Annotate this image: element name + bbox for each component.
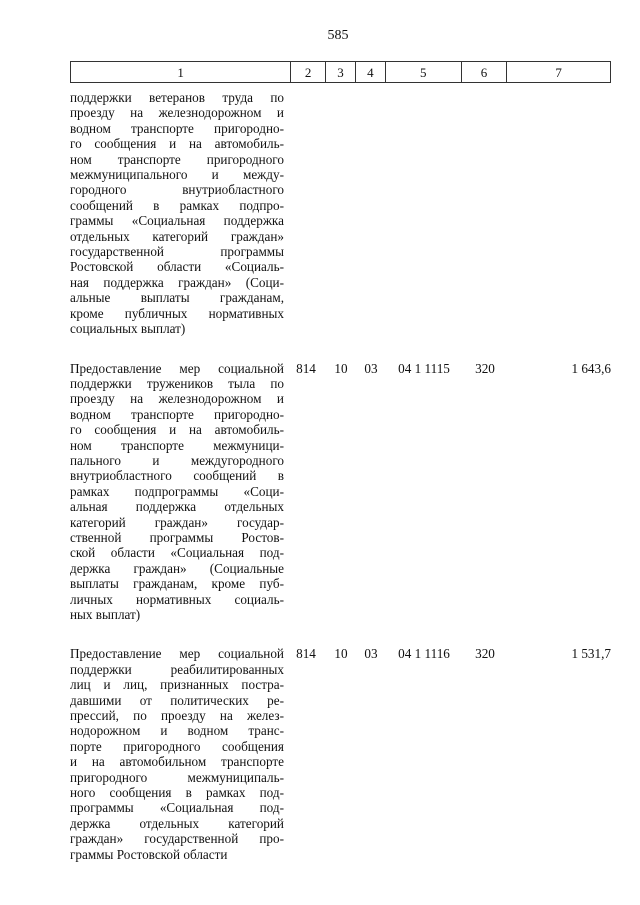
header-col-4: 4 — [355, 62, 385, 82]
description-line: пального и междугородного — [70, 452, 284, 468]
page-number: 585 — [327, 28, 349, 43]
description-line: поддержки ветеранов труда по — [70, 90, 284, 105]
cell-expense-type: 320 — [475, 360, 495, 376]
table-row — [70, 90, 611, 337]
table-row — [70, 646, 611, 862]
description-line: альные выплаты гражданам, — [70, 290, 284, 306]
row-description — [70, 361, 286, 623]
table-row — [70, 361, 611, 623]
cell-expense-type: 320 — [475, 646, 495, 662]
description-line: ного сообщения в рамках под- — [70, 785, 284, 801]
row-description — [70, 90, 286, 337]
description-line: го сообщения и на автомобиль- — [70, 136, 284, 152]
cell-target-article: 04 1 1115 — [398, 360, 450, 376]
cell-target-article: 04 1 1116 — [398, 646, 450, 662]
description-line: программы «Социальная под- — [70, 800, 284, 816]
description-line: лиц и лиц, признанных постра- — [70, 677, 284, 693]
description-line: го сообщения и на автомобиль- — [70, 422, 284, 438]
description-line: граммы Ростовской области — [70, 846, 228, 862]
description-line: поддержки тружеников тыла по — [70, 375, 284, 391]
description-line: альная поддержка отдельных — [70, 499, 284, 515]
description-line: порте пригородного сообщения — [70, 738, 284, 754]
row-description — [70, 646, 286, 862]
description-line: ных выплат) — [70, 607, 141, 622]
description-line: поддержки реабилитированных — [70, 661, 284, 677]
description-line: рамках подпрограммы «Соци- — [70, 483, 284, 499]
header-col-5: 5 — [385, 62, 461, 82]
description-line: и на автомобильном транспорте — [70, 754, 284, 770]
cell-amount: 1 531,7 — [571, 646, 611, 662]
description-line: внутриобластного сообщений в — [70, 468, 284, 484]
description-line: социальных выплат) — [70, 321, 186, 337]
budget-table — [70, 61, 611, 862]
header-col-1: 1 — [177, 65, 184, 80]
description-line: водном транспорте пригородно- — [70, 406, 284, 422]
description-line: ном транспорте пригородного — [70, 151, 284, 167]
cell-subsection: 03 — [364, 360, 378, 376]
description-line: Предоставление мер социальной — [70, 646, 284, 662]
cell-section: 10 — [334, 360, 348, 376]
header-col-2: 2 — [290, 62, 325, 82]
description-line: межмуниципального и между- — [70, 167, 284, 183]
description-line: проезду на железнодорожном и — [70, 105, 284, 121]
description-line: ственной программы Ростов- — [70, 529, 284, 545]
description-line: Ростовской области «Социаль- — [70, 259, 284, 275]
description-line: пригородного межмуниципаль- — [70, 769, 284, 785]
description-line: выплаты гражданам, кроме пуб- — [70, 576, 284, 592]
header-col-3: 3 — [325, 62, 355, 82]
description-line: ской области «Социальная под- — [70, 545, 284, 561]
description-line: личных нормативных социаль- — [70, 591, 284, 607]
description-line: сообщений в рамках подпро- — [70, 197, 284, 213]
description-line: кроме публичных нормативных — [70, 305, 284, 321]
header-col-7: 7 — [506, 62, 610, 82]
description-line: ном транспорте межмуници- — [70, 437, 284, 453]
description-line: государственной программы — [70, 244, 284, 260]
description-line: нодорожном и водном транс- — [70, 723, 284, 739]
description-line: прессий, по проезду на желез- — [70, 708, 284, 724]
description-line: давшими от политических ре- — [70, 692, 284, 708]
description-line: граммы «Социальная поддержка — [70, 213, 284, 229]
description-line: проезду на железнодорожном и — [70, 391, 284, 407]
description-line: отдельных категорий граждан» — [70, 228, 284, 244]
header-col-6: 6 — [461, 62, 507, 82]
description-line: городного внутриобластного — [70, 182, 284, 198]
description-line: водном транспорте пригородно- — [70, 120, 284, 136]
description-line: Предоставление мер социальной — [70, 360, 284, 376]
description-line: категорий граждан» государ- — [70, 514, 284, 530]
description-line: ная поддержка граждан» (Соци- — [70, 274, 284, 290]
description-line: держка граждан» (Социальные — [70, 560, 284, 576]
cell-ministry-code: 814 — [296, 360, 316, 376]
cell-ministry-code: 814 — [296, 646, 316, 662]
description-line: граждан» государственной про- — [70, 831, 284, 847]
table-header-row — [70, 61, 611, 83]
cell-subsection: 03 — [364, 646, 378, 662]
cell-section: 10 — [334, 646, 348, 662]
description-line: держка отдельных категорий — [70, 815, 284, 831]
cell-amount: 1 643,6 — [571, 360, 611, 376]
